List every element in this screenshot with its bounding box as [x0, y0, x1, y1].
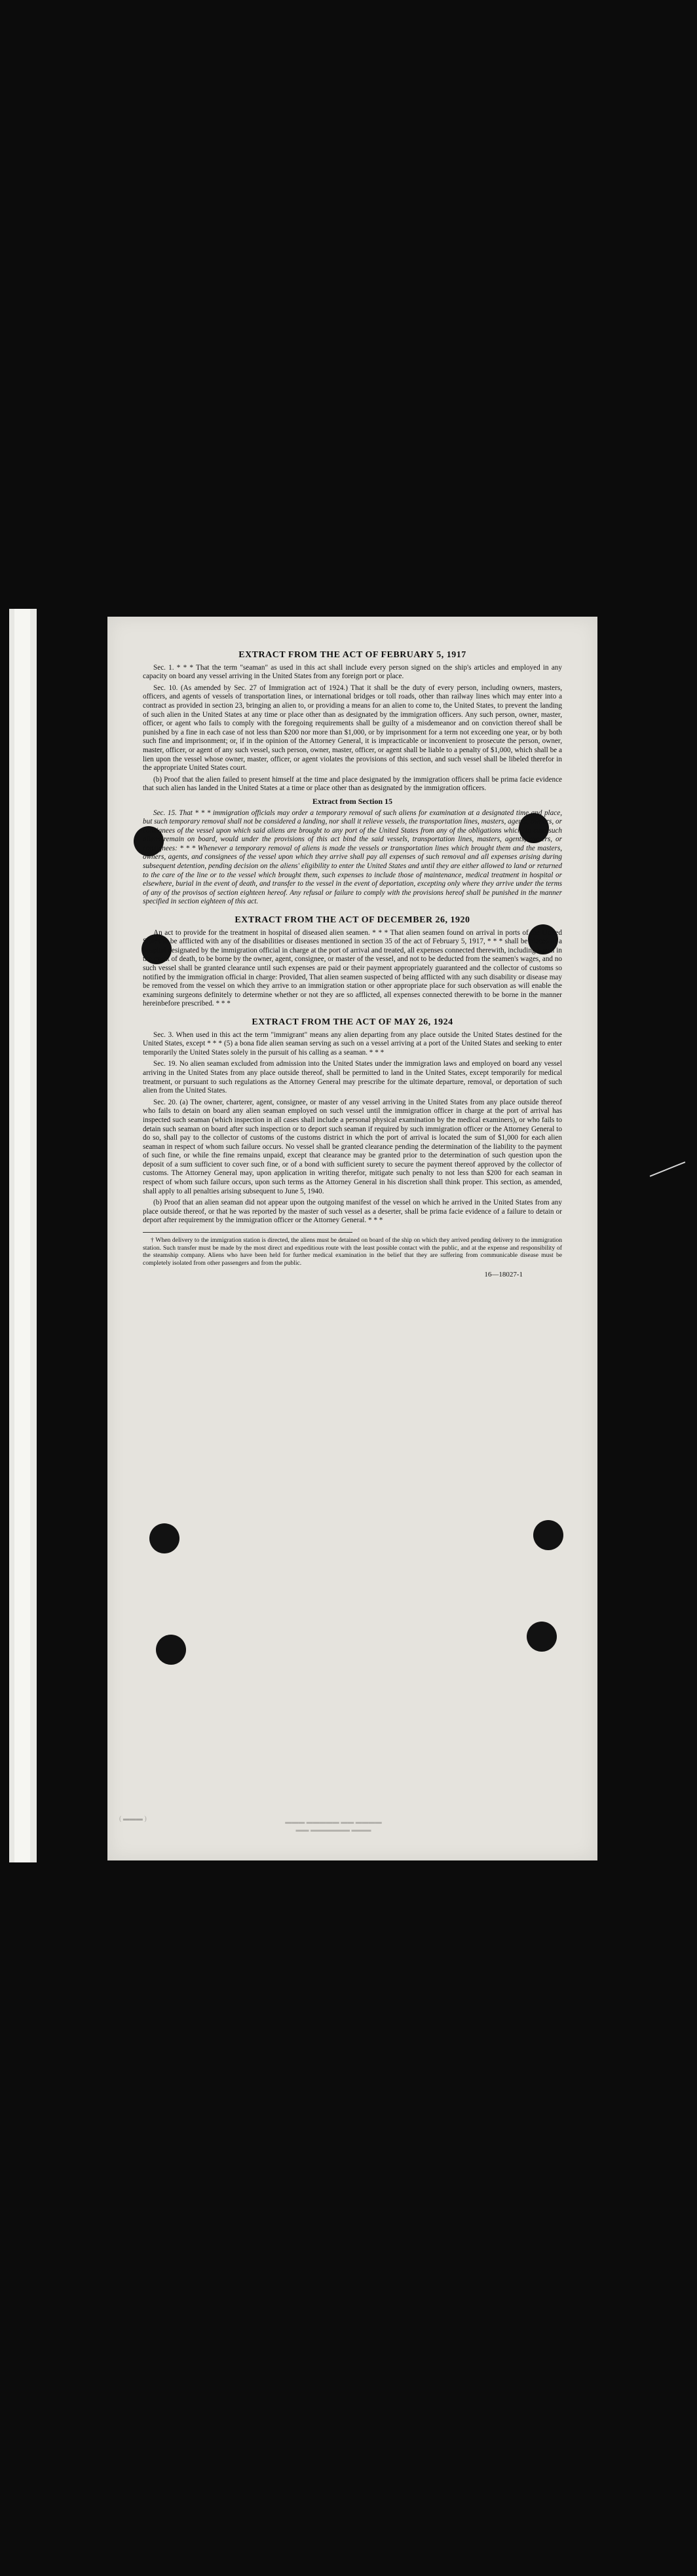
paragraph-1920: An act to provide for the treatment in hospital of diseased alien seamen. * * * That alien seamen found on arrival in ports of the United States to be afflicted with any of the disabilities or diseases mentioned in section 35 of the act of February 5, 1917, * * * shall be placed in a hospital designated by the immigration official in charge at the port of arrival and treated, all expenses connected therewith, including burial in the event of death, to be borne by the owner, agent, consignee, or master of the vessel, and not to be deducted from the seamen's wages, and no such vessel shall be granted clearance until such expenses are paid or their payment appropriately guaranteed and the collector of customs so notified by the immigration official in charge: Provided, That alien seamen suspected of being afflicted with any such disability or disease may be removed from the vessel on which they arrive to an immigration station or other appropriate place for such observation as will enable the examining surgeons definitely to determine whether or not they are so afflicted, all expenses connected therewith to be borne in the manner hereinbefore prescribed. * * * — [143, 928, 562, 1008]
document-page — [107, 617, 597, 1860]
faded-stamp — [245, 1819, 422, 1834]
footnote-divider — [143, 1232, 352, 1233]
paragraph-1924-sec19: Sec. 19. No alien seaman excluded from admission into the United States under the immigration laws and employed on board any vessel arriving in the United States from any place outside thereof, shall be permitted to land in the United States, except temporarily for medical treatment, or pursuant to such regulations as the Attorney General may prescribe for the ultimate departure, removal, or deportation of such alien from the United States. — [143, 1060, 562, 1095]
pencil-mark: ( ▬▬▬ ) — [119, 1815, 147, 1823]
film-edge-strip — [9, 609, 37, 1862]
heading-act-1920: EXTRACT FROM THE ACT OF DECEMBER 26, 1920 — [235, 915, 470, 926]
paragraph-1924-sec3: Sec. 3. When used in this act the term "immigrant" means any alien departing from any place outside the United States destined for the United States, except * * * (5) a bona fide alien seaman serving as such on a vessel arriving at a port of the United States and seeking to enter temporarily the United States solely in the pursuit of his calling as a seaman. * * * — [143, 1030, 562, 1057]
paragraph-1917-b: (b) Proof that the alien failed to present himself at the time and place designated by the immigration officers shall be prima facie evidence that such alien has landed in the United States at a time or place other than as designated by the immigration officers. — [143, 775, 562, 793]
scratch-mark — [650, 1161, 686, 1177]
heading-act-1924: EXTRACT FROM THE ACT OF MAY 26, 1924 — [252, 1017, 453, 1027]
paragraph-1924-sec20a: Sec. 20. (a) The owner, charterer, agent, consignee, or master of any vessel arriving in the United States from any place outside thereof who fails to detain on board any alien seaman employed on such vessel until the immigration officer in charge at the port of arrival has inspected such seaman (which inspection in all cases shall include a personal physical examination by the medical examiners), or who fails to detain such seaman on board after such inspection or to deport such seaman if required by such immigration officer or the Attorney General to do so, shall pay to the collector of customs of the customs district in which the port of arrival is located the sum of $1,000 for each alien seaman in respect of whom such failure occurs. No vessel shall be granted clearance pending the determination of the liability to the payment of such fine, or while the fine remains unpaid, except that clearance may be granted prior to the determination of such question upon the deposit of a sum sufficient to cover such fine, or of a bond with sufficient surety to secure the payment thereof approved by the collector of customs. The Attorney General may, upon application in writing therefor, mitigate such penalty to not less than $200 for each seaman in respect of whom such failure occurs, upon such terms as the Attorney General in his discretion shall think proper. This section, as amended, shall apply to all penalties arising subsequent to June 5, 1940. — [143, 1098, 562, 1195]
heading-section-15: Extract from Section 15 — [312, 796, 393, 806]
faded-stamp-line: ▬▬▬ ▬▬▬▬▬ ▬▬ ▬▬▬▬ — [285, 1819, 382, 1826]
paragraph-1917-sec1: Sec. 1. * * * That the term "seaman" as used in this act shall include every person signed on the ship's articles and employed in any capacity on board any vessel arriving in the United States from any foreign port or place. — [143, 663, 562, 681]
film-edge-highlight — [14, 609, 30, 1862]
faded-stamp-line: ▬▬ ▬▬▬▬▬▬ ▬▬▬ — [295, 1826, 371, 1834]
footnote: † When delivery to the immigration station is directed, the aliens must be detained on board of the ship on which they arrived pending delivery to the immigration station. Such transfer must be made by the most direct and expeditious route with the least possible contact with the public, and at the expense and responsibility of the steamship company. Aliens who have been held for further medical examination in the belief that they are suffering from communicable disease must be completely isolated from other passengers and from the public. — [143, 1237, 562, 1267]
heading-act-1917: EXTRACT FROM THE ACT OF FEBRUARY 5, 1917 — [238, 650, 466, 660]
paragraph-1917-sec10: Sec. 10. (As amended by Sec. 27 of Immigration act of 1924.) That it shall be the duty of every person, including owners, masters, officers, and agents of vessels of transportation lines, or international bridges or toll roads, other than railway lines which may enter into a contract as provided in section 23, bringing an alien to, or providing a means for an alien to come to, the United States, to prevent the landing of such alien in the United States at any time or place other than as designated by the immigration officers. Any such person, owner, master, officer, or agent who fails to comply with the foregoing requirements shall be guilty of a misdemeanor and on conviction thereof shall be punished by a fine in each case of not less than $200 nor more than $1,000, or by imprisonment for a term not exceeding one year, or by both such fine and imprisonment; or, if in the opinion of the Attorney General, it is impracticable or inconvenient to prosecute the person, owner, master, officer, or agent of any such vessel, such person, owner, master, officer, or agent shall be liable to a penalty of $1,000, which shall be a lien upon the vessel whose owner, master, officer, or agent violates the provisions of this section, and such vessel shall be libeled therefor in the appropriate United States court. — [143, 683, 562, 772]
paragraph-1924-sec20b: (b) Proof that an alien seaman did not appear upon the outgoing manifest of the vessel on which he arrived in the United States from any place outside thereof, or that he was reported by the master of such vessel as a deserter, shall be prima facie evidence of a failure to detain or deport after requirement by the immigration officer or the Attorney General. * * * — [143, 1199, 562, 1225]
document-text — [143, 651, 562, 1821]
document-number: 16—18027-1 — [484, 1271, 523, 1279]
paragraph-section-15: Sec. 15. That * * * immigration officials may order a temporary removal of such aliens for examination at a designated time and place, but such temporary removal shall not be considered a landing, nor shall it relieve vessels, the transportation lines, masters, agents, owners, or consignees of the vessel upon which said aliens are brought to any port of the United States from any of the obligations which, in case such aliens remain on board, would under the provisions of this act bind the said vessels, transportation lines, masters, agents, owners, or consignees: * * * Whenever a temporary removal of aliens is made the vessels or transportation lines which brought them and the masters, owners, agents, and consignees of the vessel upon which they arrive shall pay all expenses of such removal and all expenses arising during subsequent detention, pending decision on the aliens' eligibility to enter the United States and until they are either allowed to land or returned to the care of the line or to the vessel which brought them, such expenses to include those of maintenance, medical treatment in hospital or elsewhere, burial in the event of death, and transfer to the vessel in the event of deportation, excepting only where they arrive under the terms of any of the provisos of section eighteen hereof. Any refusal or failure to comply with the provisions hereof shall be punished in the manner specified in section eighteen of this act. — [143, 808, 562, 906]
